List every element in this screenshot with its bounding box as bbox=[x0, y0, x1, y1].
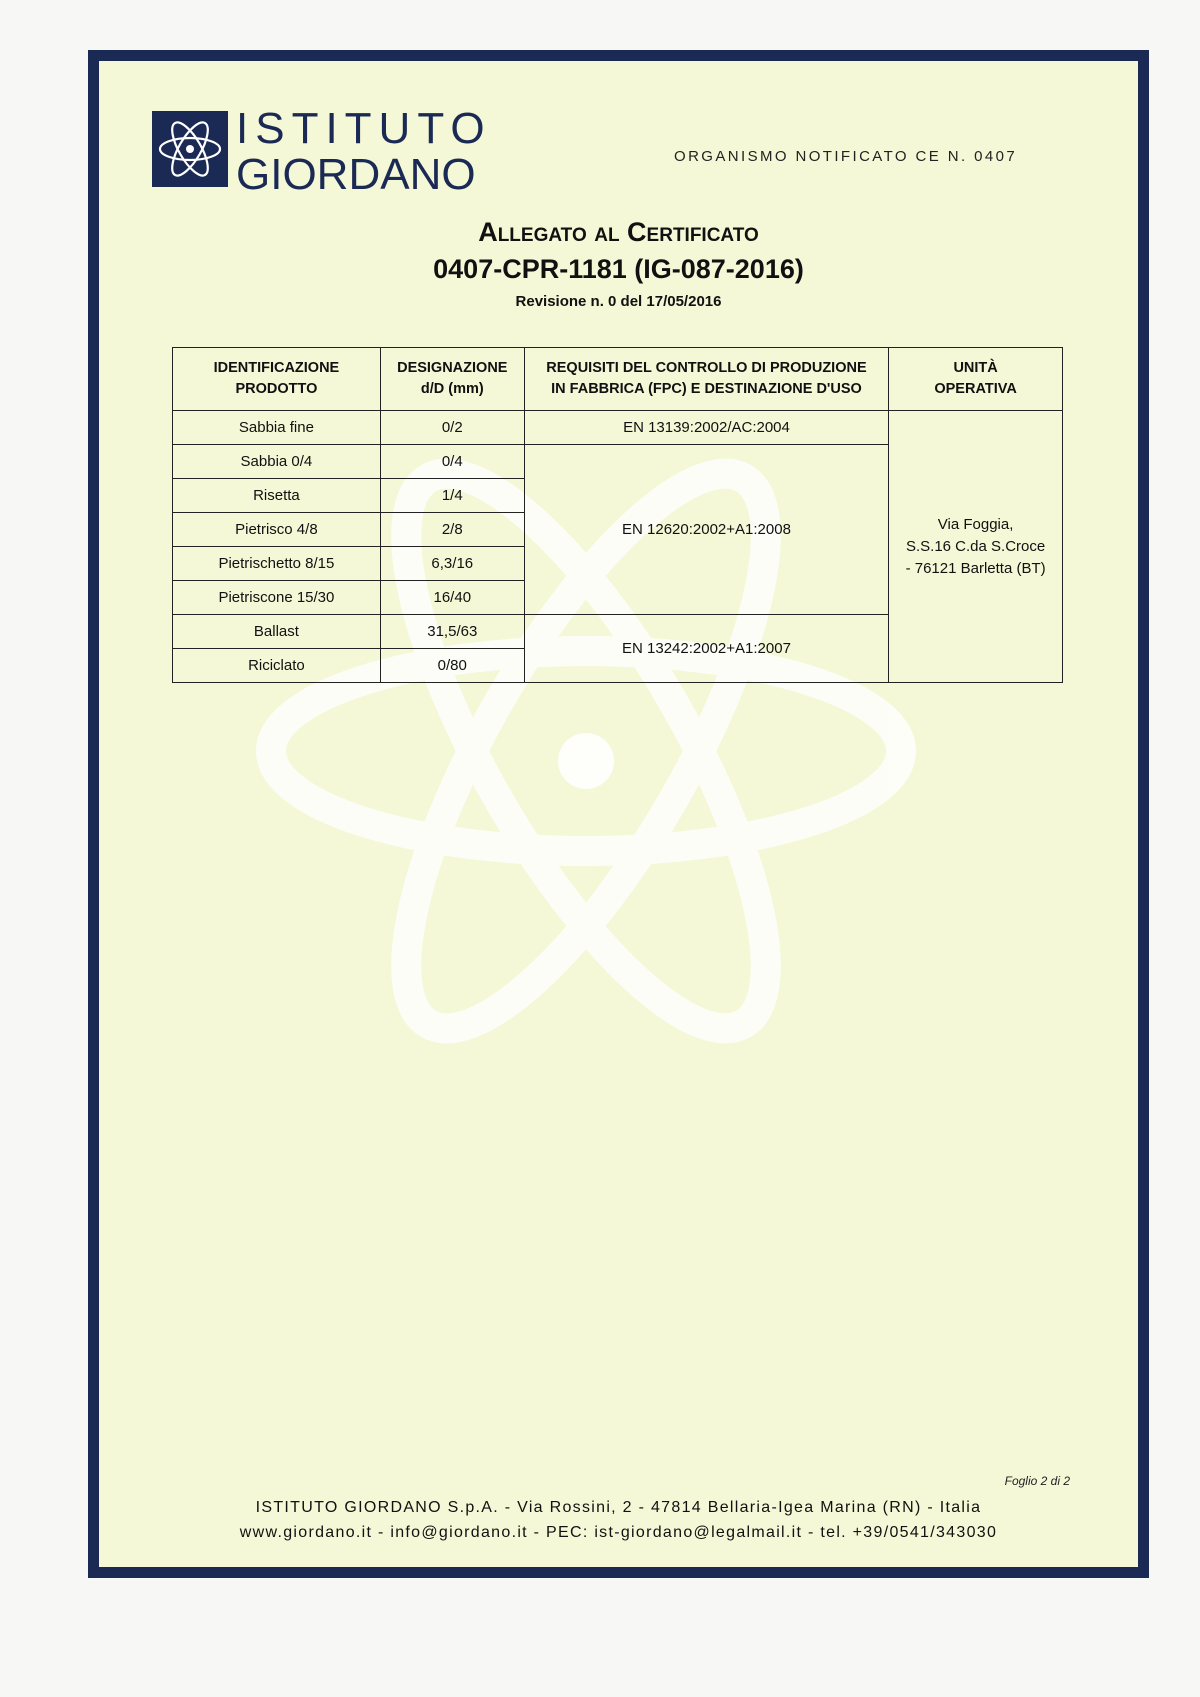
header-product-line1: IDENTIFICAZIONE bbox=[213, 360, 340, 376]
designation-cell: 16/40 bbox=[380, 581, 524, 615]
header-requirements-line2: IN FABBRICA (FPC) E DESTINAZIONE D'USO bbox=[551, 381, 862, 397]
designation-cell: 0/2 bbox=[380, 411, 524, 445]
header-unit-line2: OPERATIVA bbox=[934, 381, 1017, 397]
revision-label: Revisione n. 0 del 17/05/2016 bbox=[515, 293, 722, 310]
standard-cell: EN 13242:2002+A1:2007 bbox=[524, 615, 888, 683]
document-title: Allegato al Certificato bbox=[478, 217, 759, 247]
header-unit bbox=[889, 348, 1063, 411]
product-cell: Riciclato bbox=[173, 649, 381, 683]
designation-cell: 31,5/63 bbox=[380, 615, 524, 649]
header-requirements bbox=[524, 348, 888, 411]
header-designation-line2: d/D (mm) bbox=[420, 381, 484, 397]
products-table bbox=[172, 347, 1063, 683]
header-product bbox=[173, 348, 381, 411]
header-requirements-line1: REQUISITI DEL CONTROLLO DI PRODUZIONE bbox=[546, 360, 867, 376]
product-cell: Pietrischetto 8/15 bbox=[173, 547, 381, 581]
logo-text-bottom: GIORDANO bbox=[236, 150, 476, 199]
table-row bbox=[173, 411, 1063, 445]
product-cell: Pietrisco 4/8 bbox=[173, 513, 381, 547]
company-address: ISTITUTO GIORDANO S.p.A. - Via Rossini, 2 - 47814 Bellaria-Igea Marina (RN) - Italia bbox=[255, 1499, 982, 1516]
header-designation bbox=[380, 348, 524, 411]
designation-cell: 6,3/16 bbox=[380, 547, 524, 581]
sheet-number: Foglio 2 di 2 bbox=[1004, 1474, 1070, 1488]
unit-address-cell bbox=[889, 411, 1063, 683]
standard-cell: EN 13139:2002/AC:2004 bbox=[524, 411, 888, 445]
notified-body-label: ORGANISMO NOTIFICATO CE N. 0407 bbox=[674, 148, 1018, 165]
standard-cell: EN 12620:2002+A1:2008 bbox=[524, 445, 888, 615]
unit-address-line2: S.S.16 C.da S.Croce bbox=[905, 537, 1046, 555]
designation-cell: 0/4 bbox=[380, 445, 524, 479]
header-unit-line1: UNITÀ bbox=[953, 360, 998, 376]
product-cell: Risetta bbox=[173, 479, 381, 513]
product-cell: Sabbia fine bbox=[173, 411, 381, 445]
unit-address-line1: Via Foggia, bbox=[937, 515, 1014, 533]
atom-watermark-icon bbox=[99, 61, 1138, 1567]
product-cell: Ballast bbox=[173, 615, 381, 649]
logo-text-top: ISTITUTO bbox=[236, 104, 492, 153]
designation-cell: 1/4 bbox=[380, 479, 524, 513]
unit-address-line3: - 76121 Barletta (BT) bbox=[905, 559, 1046, 577]
designation-cell: 2/8 bbox=[380, 513, 524, 547]
header-designation-line1: DESIGNAZIONE bbox=[397, 360, 508, 376]
table-header-row bbox=[173, 348, 1063, 411]
header-product-line2: PRODOTTO bbox=[235, 381, 318, 397]
company-contacts: www.giordano.it - info@giordano.it - PEC: ist-giordano@legalmail.it - tel. +39/0541/343030 bbox=[239, 1524, 998, 1541]
certificate-frame bbox=[88, 50, 1149, 1578]
product-cell: Sabbia 0/4 bbox=[173, 445, 381, 479]
certificate-number: 0407-CPR-1181 (IG-087-2016) bbox=[433, 254, 804, 284]
atom-icon bbox=[152, 111, 228, 187]
product-cell: Pietriscone 15/30 bbox=[173, 581, 381, 615]
designation-cell: 0/80 bbox=[380, 649, 524, 683]
